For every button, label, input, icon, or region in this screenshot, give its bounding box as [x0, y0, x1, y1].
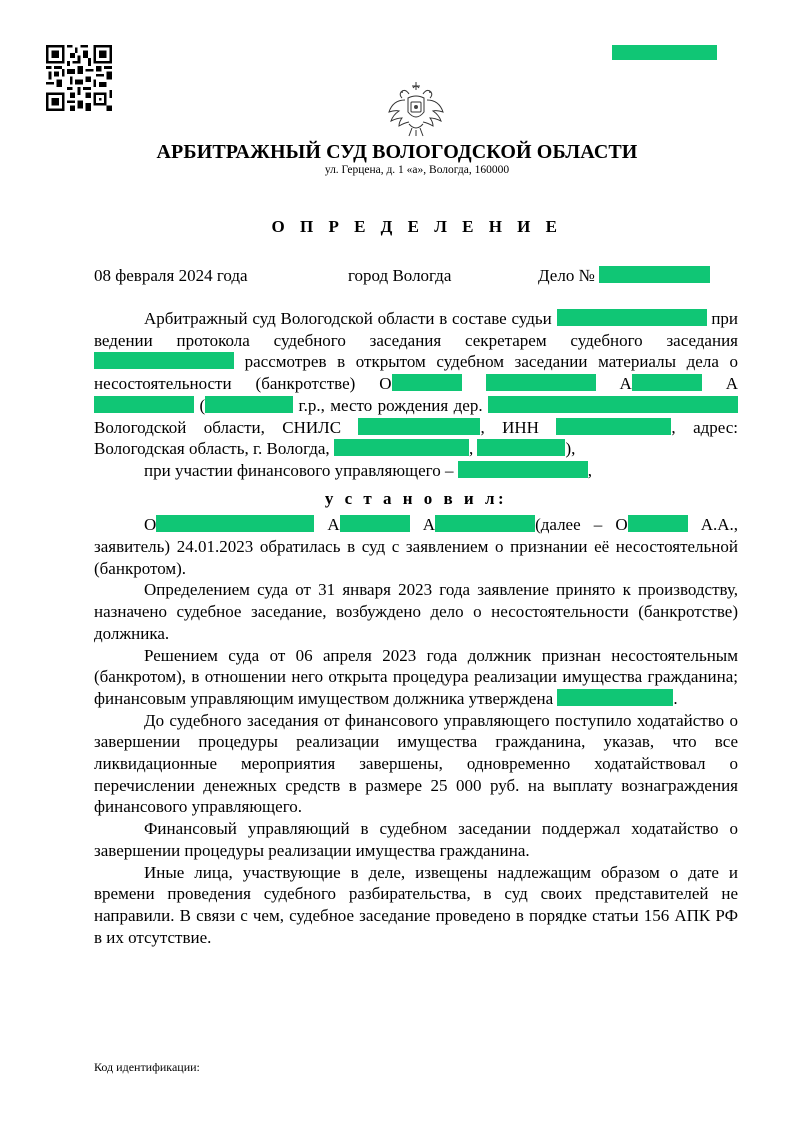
text-fragment: О [144, 515, 157, 535]
redaction-block [488, 396, 738, 413]
text-fragment: при участии финансового управляющего – [144, 460, 454, 480]
redaction-block [94, 352, 234, 369]
text-fragment: , [468, 439, 474, 459]
paragraph-motion: До судебного заседания от финансового управляющего поступило ходатайство о завершении процедуры реализации имущества гражданина, указав, что все ликвидационные мероприятия завершены, одновременно ходатайствовал о перечислении денежных средств в размере 25 000 руб. на выплату вознаграждения финансового управляющего. [94, 710, 738, 817]
redaction-block [94, 396, 194, 413]
redaction-block [628, 515, 688, 532]
text-fragment: г.р., место рождения дер. [298, 395, 483, 415]
redaction-block [556, 418, 671, 435]
redaction-block [358, 418, 480, 435]
identification-code-label: Код идентификации: [94, 1060, 200, 1074]
redaction-block [458, 461, 588, 478]
redaction-block [557, 309, 707, 326]
paragraph-composition [94, 308, 738, 460]
paragraph-decision [94, 645, 738, 710]
redaction-block [156, 515, 314, 532]
redaction-block [477, 439, 565, 456]
text-fragment: рассмотрев в открытом судебном заседании материалы дела о несостоятельности (банкротстве) О [94, 352, 738, 394]
text-fragment: А [619, 374, 632, 394]
text-fragment: А [725, 374, 738, 394]
text-fragment: Арбитражный суд Вологодской области в составе судьи [144, 309, 552, 328]
redaction-block [632, 374, 702, 391]
paragraph-participation [94, 460, 738, 482]
redaction-block [205, 396, 293, 413]
paragraph-notice: Иные лица, участвующие в деле, извещены надлежащим образом о дате и времени проведения судебного разбирательства, в суд своих представителей не направили. В связи с чем, судебное заседание проведено в порядке статьи 156 АПК РФ в их отсутствие. [94, 862, 738, 947]
redaction-block [599, 266, 710, 283]
document-date: 08 февраля 2024 года [94, 266, 248, 285]
text-fragment: ИНН [502, 417, 539, 437]
text-fragment: Вологодской области, СНИЛС [94, 417, 342, 437]
redaction-block [392, 374, 462, 391]
document-city: город Вологда [348, 266, 452, 285]
coat-of-arms-icon [385, 78, 447, 140]
paragraph-acceptance: Определением суда от 31 января 2023 года заявление принято к производству, назначено судебное заседание, возбуждено дело о несостоятельности (банкротстве) должника. [94, 580, 738, 643]
qr-code-icon [46, 45, 112, 111]
text-fragment: ), [565, 439, 576, 459]
text-fragment: , [480, 417, 485, 437]
text-fragment: А.А., заявитель) 24.01.2023 обратилась в суд с заявлением о признании её несостоятельной (банкротом). [94, 515, 739, 578]
document-title: О П Р Е Д Е Л Е Н И Е [271, 217, 563, 236]
document-body [94, 308, 738, 948]
redaction-block [340, 515, 410, 532]
text-fragment: при ведении протокола судебного заседания секретарем судебного заседания [94, 309, 739, 350]
text-fragment: , [587, 460, 592, 480]
redaction-block [612, 45, 717, 60]
case-number [538, 266, 710, 286]
court-address: ул. Герцена, д. 1 «а», Вологда, 160000 [324, 164, 510, 176]
redaction-block [435, 515, 535, 532]
text-fragment: А [327, 515, 340, 535]
redaction-block [557, 689, 673, 706]
text-fragment: ( [199, 395, 206, 415]
text-fragment: Решением суда от 06 апреля 2023 года должник признан несостоятельным (банкротом), в отношении него открыта процедура реализации имущества гражданина; финансовым управляющим имуществом должника утверждена [94, 645, 738, 708]
text-fragment: (далее – О [535, 515, 628, 535]
case-label: Дело № [538, 266, 595, 285]
paragraph-application [94, 514, 738, 579]
redaction-block [486, 374, 596, 391]
redaction-block [334, 439, 469, 456]
text-fragment: , адрес: Вологодская область, г. Вологда, [94, 417, 738, 459]
text-fragment: . [673, 688, 678, 708]
court-name: АРБИТРАЖНЫЙ СУД ВОЛОГОДСКОЙ ОБЛАСТИ [156, 141, 638, 163]
section-heading: у с т а н о в и л: [324, 488, 508, 508]
text-fragment: А [422, 515, 436, 535]
paragraph-support: Финансовый управляющий в судебном заседании поддержал ходатайство о завершении процедуры реализации имущества гражданина. [94, 819, 738, 860]
